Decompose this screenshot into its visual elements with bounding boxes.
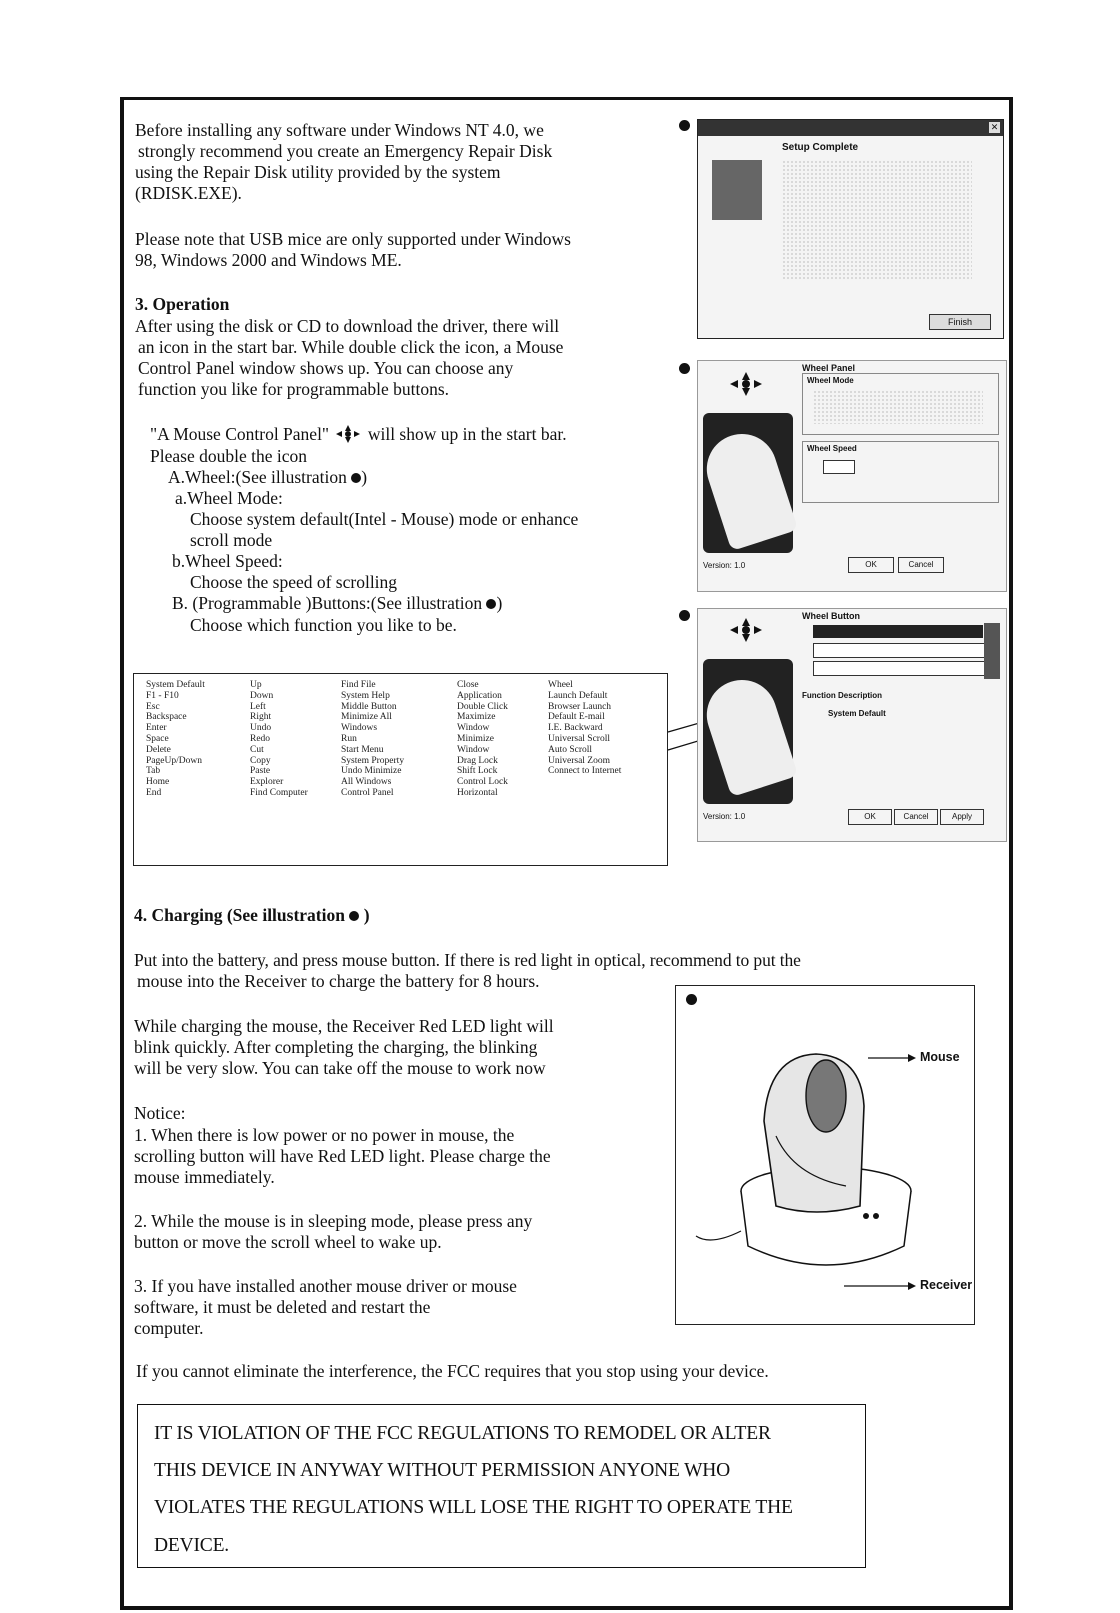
control-panel-text-end: will show up in the start bar.	[367, 424, 567, 444]
function-item: Explorer	[250, 777, 284, 788]
buttons-line: B. (Programmable )Buttons:(See illustration )	[172, 593, 503, 613]
function-item: Window	[457, 744, 490, 755]
function-item: Undo	[250, 723, 272, 734]
function-item: Up	[250, 680, 262, 690]
operation-line: Control Panel window shows up. You can choose any	[138, 358, 514, 378]
charging-heading	[134, 905, 370, 926]
charging-line: will be very slow. You can take off the mouse to work now	[134, 1058, 546, 1078]
function-item: Control Lock	[457, 777, 508, 788]
computer-icon	[712, 160, 762, 220]
fcc-interference: If you cannot eliminate the interference, the FCC requires that you stop using your device.	[136, 1361, 769, 1381]
intro-line: Please note that USB mice are only supported under Windows	[135, 229, 571, 249]
wheel-speed-group	[802, 441, 999, 503]
wheel-speed-input[interactable]	[823, 460, 855, 474]
button-select-3[interactable]	[813, 661, 985, 676]
function-item: Run	[341, 733, 357, 744]
operation-heading: 3. Operation	[135, 294, 230, 314]
illustration-bullet	[679, 610, 690, 621]
button-select-1[interactable]	[813, 625, 983, 638]
function-item: Connect to Internet	[548, 766, 622, 777]
charging-illustration	[675, 985, 975, 1325]
function-item: Shift Lock	[457, 766, 498, 777]
wheel-panel-screenshot	[697, 360, 1007, 592]
wheel-speed-desc: Choose the speed of scrolling	[190, 572, 398, 592]
function-item: Redo	[250, 733, 271, 744]
intro-line: strongly recommend you create an Emergency Repair Disk	[138, 141, 553, 161]
function-column	[146, 680, 205, 799]
function-item: Start Menu	[341, 744, 384, 755]
mouse-control-panel-icon	[333, 424, 363, 444]
close-icon: ✕	[990, 122, 999, 132]
receiver-label: Receiver	[920, 1278, 973, 1292]
function-item: Universal Zoom	[548, 755, 611, 766]
function-item: Space	[146, 733, 169, 744]
wheel-label: A.Wheel:(See illustration	[168, 467, 347, 487]
buttons-label: B. (Programmable )Buttons:(See illustration	[172, 593, 483, 613]
function-item: All Windows	[341, 777, 392, 788]
fcc-warning-box	[137, 1404, 866, 1568]
version-label: Version: 1.0	[703, 561, 746, 570]
wheel-mode-desc: scroll mode	[190, 530, 273, 550]
function-item: Window	[457, 723, 490, 734]
wheel-mode-label: a.Wheel Mode:	[175, 488, 283, 508]
cancel-button[interactable]: Cancel	[894, 809, 938, 825]
control-panel-text: "A Mouse Control Panel"	[150, 424, 330, 444]
button-select-2[interactable]	[813, 643, 985, 658]
function-item: Browser Launch	[548, 701, 612, 712]
wheel-button-screenshot	[697, 608, 1007, 842]
function-item: Delete	[146, 744, 171, 755]
function-item: Double Click	[457, 701, 508, 712]
function-item: Auto Scroll	[548, 744, 593, 755]
finish-button[interactable]: Finish	[929, 314, 991, 330]
mouse-photo	[703, 659, 793, 804]
mouse-photo	[703, 413, 793, 553]
charging-line: blink quickly. After completing the charging, the blinking	[134, 1037, 538, 1057]
function-item: Universal Scroll	[548, 733, 611, 744]
function-item: F1 - F10	[146, 690, 179, 701]
intro-line: using the Repair Disk utility provided by the system	[135, 162, 501, 182]
double-click-line: Please double the icon	[150, 446, 307, 466]
function-item: Default E-mail	[548, 712, 605, 723]
function-item: Drag Lock	[457, 755, 498, 766]
system-default-label: System Default	[828, 709, 886, 718]
control-panel-line	[150, 424, 567, 445]
function-item: Middle Button	[341, 701, 397, 712]
function-item: Cut	[250, 744, 264, 755]
notice-line: 1. When there is low power or no power in mouse, the	[134, 1125, 515, 1145]
function-column	[548, 680, 621, 777]
charging-line: Put into the battery, and press mouse button. If there is red light in optical, recommend to put the	[134, 950, 801, 970]
function-item: Right	[250, 712, 272, 723]
function-column	[341, 680, 404, 799]
operation-line: function you like for programmable buttons.	[138, 379, 450, 399]
bullet-icon	[351, 473, 361, 483]
function-item: Windows	[341, 723, 378, 734]
setup-body-text	[782, 160, 972, 280]
function-item: Find Computer	[250, 787, 308, 798]
dropdown-arrows[interactable]	[984, 623, 1000, 679]
function-description-label: Function Description	[802, 691, 882, 700]
operation-line: an icon in the start bar. While double click the icon, a Mouse	[138, 337, 564, 357]
charging-line: mouse into the Receiver to charge the battery for 8 hours.	[137, 971, 540, 991]
function-item: Close	[457, 680, 479, 690]
charging-heading-text: 4. Charging (See illustration	[134, 905, 345, 925]
cancel-button[interactable]: Cancel	[898, 557, 944, 573]
notice-line: scrolling button will have Red LED light. Please charge the	[134, 1146, 551, 1166]
function-item: I.E. Backward	[548, 723, 603, 734]
fcc-warning-line: VIOLATES THE REGULATIONS WILL LOSE THE RIGHT TO OPERATE THE	[154, 1497, 793, 1518]
function-item: Minimize	[457, 733, 494, 744]
notice-line: mouse immediately.	[134, 1167, 275, 1187]
wheel-speed-label: b.Wheel Speed:	[172, 551, 283, 571]
function-item: Left	[250, 701, 266, 712]
function-item: Paste	[250, 766, 271, 777]
wheel-panel-title: Wheel Panel	[802, 363, 856, 373]
wheel-mode-group-label: Wheel Mode	[807, 376, 854, 385]
mouse-control-panel-icon	[726, 369, 766, 399]
ok-button[interactable]: OK	[848, 557, 894, 573]
function-item: Launch Default	[548, 690, 608, 701]
notice-line: computer.	[134, 1318, 204, 1338]
function-item: Esc	[146, 701, 160, 712]
setup-title: Setup Complete	[782, 142, 859, 153]
fcc-warning-line: DEVICE.	[154, 1535, 229, 1556]
notice-line: button or move the scroll wheel to wake up.	[134, 1232, 442, 1252]
function-item: Undo Minimize	[341, 766, 402, 777]
ok-button[interactable]: OK	[848, 809, 892, 825]
function-item: PageUp/Down	[146, 755, 202, 766]
function-column	[250, 680, 308, 799]
wheel-mode-group	[802, 373, 999, 435]
setup-titlebar	[698, 120, 1003, 136]
function-item: System Default	[146, 680, 205, 690]
notice-line: 3. If you have installed another mouse driver or mouse	[134, 1276, 517, 1296]
function-item: Minimize All	[341, 712, 392, 723]
mouse-receiver-drawing	[676, 986, 976, 1326]
charging-heading-end: )	[363, 905, 370, 925]
wheel-buttons-title: Wheel Button	[802, 611, 860, 621]
buttons-desc: Choose which function you like to be.	[190, 615, 457, 635]
notice-line: 2. While the mouse is in sleeping mode, please press any	[134, 1211, 533, 1231]
version-label: Version: 1.0	[703, 812, 746, 821]
function-item: Application	[457, 690, 502, 701]
mouse-control-panel-icon	[726, 615, 766, 645]
mouse-label: Mouse	[920, 1050, 960, 1064]
function-item: Wheel	[548, 680, 573, 690]
illustration-bullet	[679, 363, 690, 374]
illustration-bullet	[679, 120, 690, 131]
function-item: Control Panel	[341, 787, 394, 798]
function-item: Maximize	[457, 712, 496, 723]
bullet-icon	[486, 599, 496, 609]
function-item: Backspace	[146, 712, 187, 723]
function-item: Home	[146, 777, 170, 788]
function-item: System Property	[341, 755, 405, 766]
operation-line: After using the disk or CD to download the driver, there will	[135, 316, 560, 336]
function-item: Enter	[146, 723, 167, 734]
function-item: Copy	[250, 755, 271, 766]
function-item: End	[146, 787, 162, 798]
bullet-icon	[349, 911, 359, 921]
function-item: Tab	[146, 766, 161, 777]
function-list-box	[133, 673, 668, 866]
function-item: Find File	[341, 680, 376, 690]
wheel-speed-group-label: Wheel Speed	[807, 444, 857, 453]
notice-label: Notice:	[134, 1103, 186, 1123]
fcc-warning-line: IT IS VIOLATION OF THE FCC REGULATIONS TO REMODEL OR ALTER	[154, 1423, 771, 1444]
apply-button[interactable]: Apply	[940, 809, 984, 825]
function-item: System Help	[341, 690, 390, 701]
function-column	[457, 680, 508, 799]
wheel-mode-desc: Choose system default(Intel - Mouse) mode or enhance	[190, 509, 579, 529]
setup-complete-screenshot	[697, 119, 1004, 339]
intro-line: 98, Windows 2000 and Windows ME.	[135, 250, 402, 270]
function-item: Horizontal	[457, 787, 498, 798]
intro-line: (RDISK.EXE).	[135, 183, 242, 203]
intro-line: Before installing any software under Windows NT 4.0, we	[135, 120, 544, 140]
function-item: Down	[250, 690, 274, 701]
notice-line: software, it must be deleted and restart the	[134, 1297, 431, 1317]
wheel-line: A.Wheel:(See illustration )	[168, 467, 368, 487]
fcc-warning-line: THIS DEVICE IN ANYWAY WITHOUT PERMISSION ANYONE WHO	[154, 1460, 731, 1481]
charging-line: While charging the mouse, the Receiver Red LED light will	[134, 1016, 554, 1036]
